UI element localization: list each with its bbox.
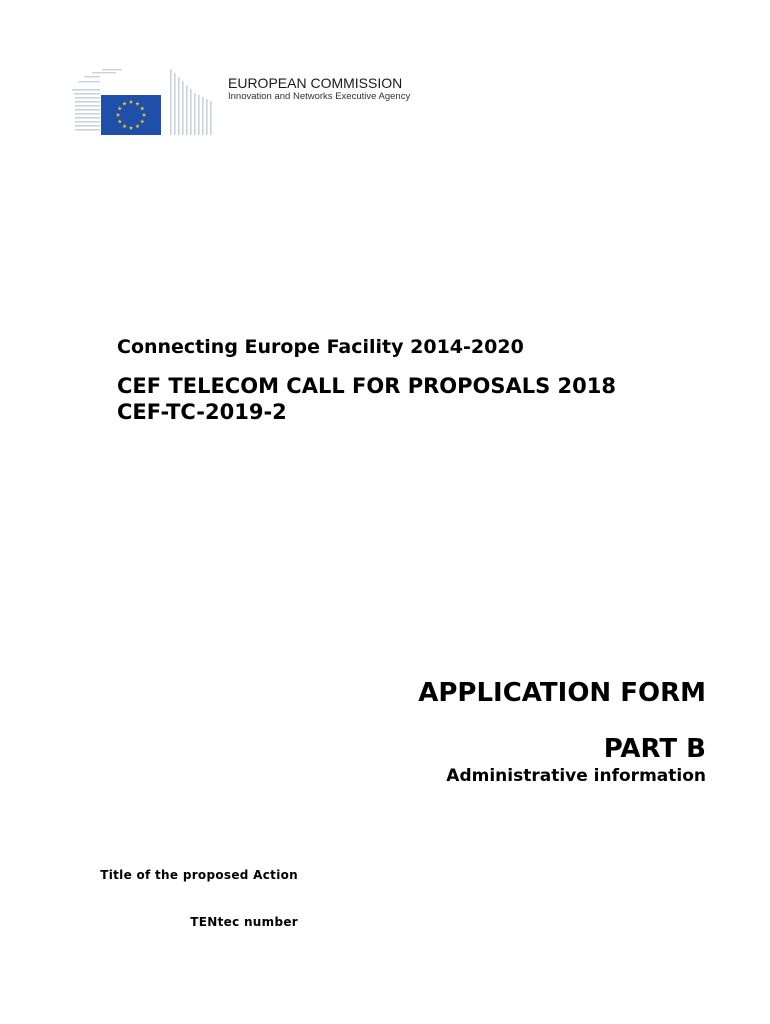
call-title: CEF TELECOM CALL FOR PROPOSALS 2018 [117, 374, 616, 398]
logo-graphic [72, 67, 214, 137]
action-title-label: Title of the proposed Action [100, 868, 298, 882]
building-right-wing [170, 69, 212, 135]
part-subtitle: Administrative information [446, 766, 706, 786]
programme-title: Connecting Europe Facility 2014-2020 [117, 336, 524, 358]
tentec-number-label: TENtec number [190, 915, 298, 929]
call-identifier: CEF-TC-2019-2 [117, 400, 287, 424]
form-title: APPLICATION FORM [418, 678, 706, 708]
agency-name: Innovation and Networks Executive Agency [228, 91, 411, 102]
organisation-name: EUROPEAN COMMISSION [228, 75, 403, 91]
part-title: PART B [603, 734, 706, 764]
european-commission-logo-icon [72, 67, 214, 137]
